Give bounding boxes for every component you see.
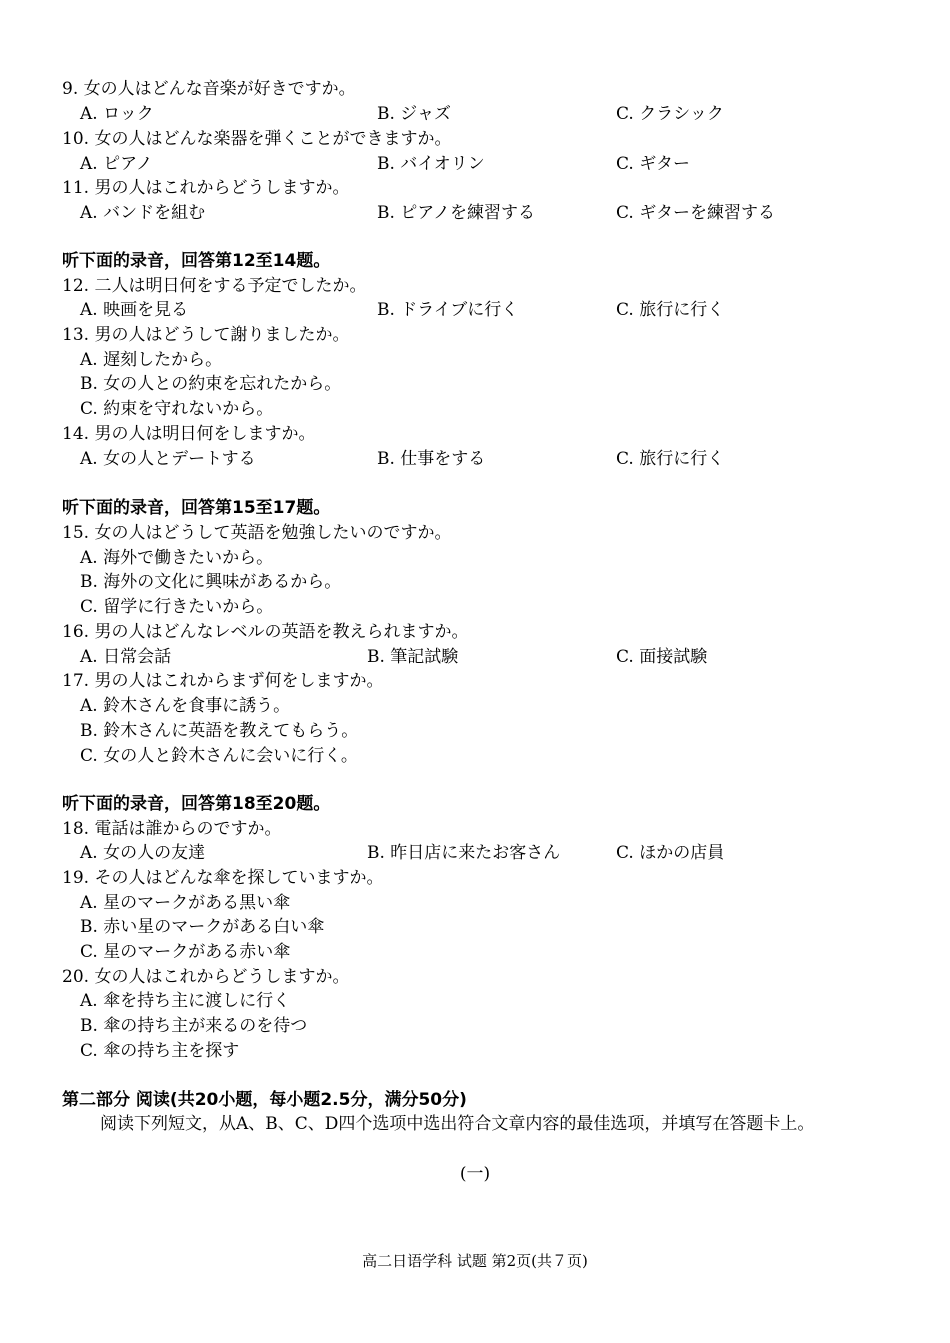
q20-option-a: A. 傘を持ち主に渡しに行く xyxy=(80,991,291,1011)
q19-option-b: B. 赤い星のマークがある白い傘 xyxy=(80,917,325,937)
q15-stem: 15. 女の人はどうして英語を勉強したいのですか。 xyxy=(62,523,452,543)
q12-option-b: B. ドライブに行く xyxy=(377,300,519,320)
q20-option-b: B. 傘の持ち主が来るのを待つ xyxy=(80,1016,308,1036)
q19-option-a: A. 星のマークがある黒い傘 xyxy=(80,893,291,913)
q10-stem: 10. 女の人はどんな楽器を弾くことができますか。 xyxy=(62,129,452,149)
part2-instruction: 阅读下列短文，从A、B、C、D四个选项中选出符合文章内容的最佳选项，并填写在答题卡上。 xyxy=(100,1114,815,1134)
q18-option-c: C. ほかの店員 xyxy=(616,843,725,863)
q10-option-a: A. ピアノ xyxy=(80,154,153,174)
q20-option-c: C. 傘の持ち主を探す xyxy=(80,1041,240,1061)
q9-stem: 9. 女の人はどんな音楽が好きですか。 xyxy=(62,79,356,99)
q15-option-b: B. 海外の文化に興味があるから。 xyxy=(80,572,342,592)
q13-option-a: A. 遅刻したから。 xyxy=(80,350,223,370)
q14-option-c: C. 旅行に行く xyxy=(616,449,725,469)
q18-option-a: A. 女の人の友達 xyxy=(80,843,206,863)
q10-option-c: C. ギター xyxy=(616,154,691,174)
section-heading-15-17: 听下面的录音，回答第15至17题。 xyxy=(62,498,331,518)
q17-option-c: C. 女の人と鈴木さんに会いに行く。 xyxy=(80,746,358,766)
q17-option-b: B. 鈴木さんに英語を教えてもらう。 xyxy=(80,721,359,741)
q12-option-a: A. 映画を見る xyxy=(80,300,189,320)
q20-stem: 20. 女の人はこれからどうしますか。 xyxy=(62,967,350,987)
q10-option-b: B. バイオリン xyxy=(377,154,485,174)
q9-option-b: B. ジャズ xyxy=(377,104,451,124)
q15-option-a: A. 海外で働きたいから。 xyxy=(80,548,274,568)
q12-stem: 12. 二人は明日何をする予定でしたか。 xyxy=(62,276,367,296)
q14-option-b: B. 仕事をする xyxy=(377,449,486,469)
q14-stem: 14. 男の人は明日何をしますか。 xyxy=(62,424,316,444)
q14-option-a: A. 女の人とデートする xyxy=(80,449,256,469)
q18-option-b: B. 昨日店に来たお客さん xyxy=(367,843,561,863)
q17-stem: 17. 男の人はこれからまず何をしますか。 xyxy=(62,671,384,691)
q11-option-b: B. ピアノを練習する xyxy=(377,203,535,223)
q16-stem: 16. 男の人はどんなレベルの英語を教えられますか。 xyxy=(62,622,469,642)
q9-option-c: C. クラシック xyxy=(616,104,724,124)
q19-stem: 19. その人はどんな傘を探していますか。 xyxy=(62,868,384,888)
q13-option-c: C. 約束を守れないから。 xyxy=(80,399,274,419)
q15-option-c: C. 留学に行きたいから。 xyxy=(80,597,274,617)
q19-option-c: C. 星のマークがある赤い傘 xyxy=(80,942,291,962)
q11-option-a: A. バンドを組む xyxy=(80,203,206,223)
q13-option-b: B. 女の人との約束を忘れたから。 xyxy=(80,374,342,394)
q9-option-a: A. ロック xyxy=(80,104,154,124)
q16-option-b: B. 筆記試験 xyxy=(367,647,459,667)
passage-number: (一) xyxy=(459,1164,491,1184)
q12-option-c: C. 旅行に行く xyxy=(616,300,725,320)
section-heading-12-14: 听下面的录音，回答第12至14题。 xyxy=(62,251,331,271)
q11-stem: 11. 男の人はこれからどうしますか。 xyxy=(62,178,350,198)
q16-option-c: C. 面接試験 xyxy=(616,647,708,667)
part2-title: 第二部分 阅读(共20小题，每小题2.5分，满分50分) xyxy=(62,1090,467,1110)
section-heading-18-20: 听下面的录音，回答第18至20题。 xyxy=(62,794,331,814)
q17-option-a: A. 鈴木さんを食事に誘う。 xyxy=(80,696,291,716)
q16-option-a: A. 日常会話 xyxy=(80,647,172,667)
page-footer: 高二日语学科 试题 第2页(共７页) xyxy=(362,1252,588,1270)
q13-stem: 13. 男の人はどうして謝りましたか。 xyxy=(62,325,350,345)
q18-stem: 18. 電話は誰からのですか。 xyxy=(62,819,282,839)
q11-option-c: C. ギターを練習する xyxy=(616,203,776,223)
